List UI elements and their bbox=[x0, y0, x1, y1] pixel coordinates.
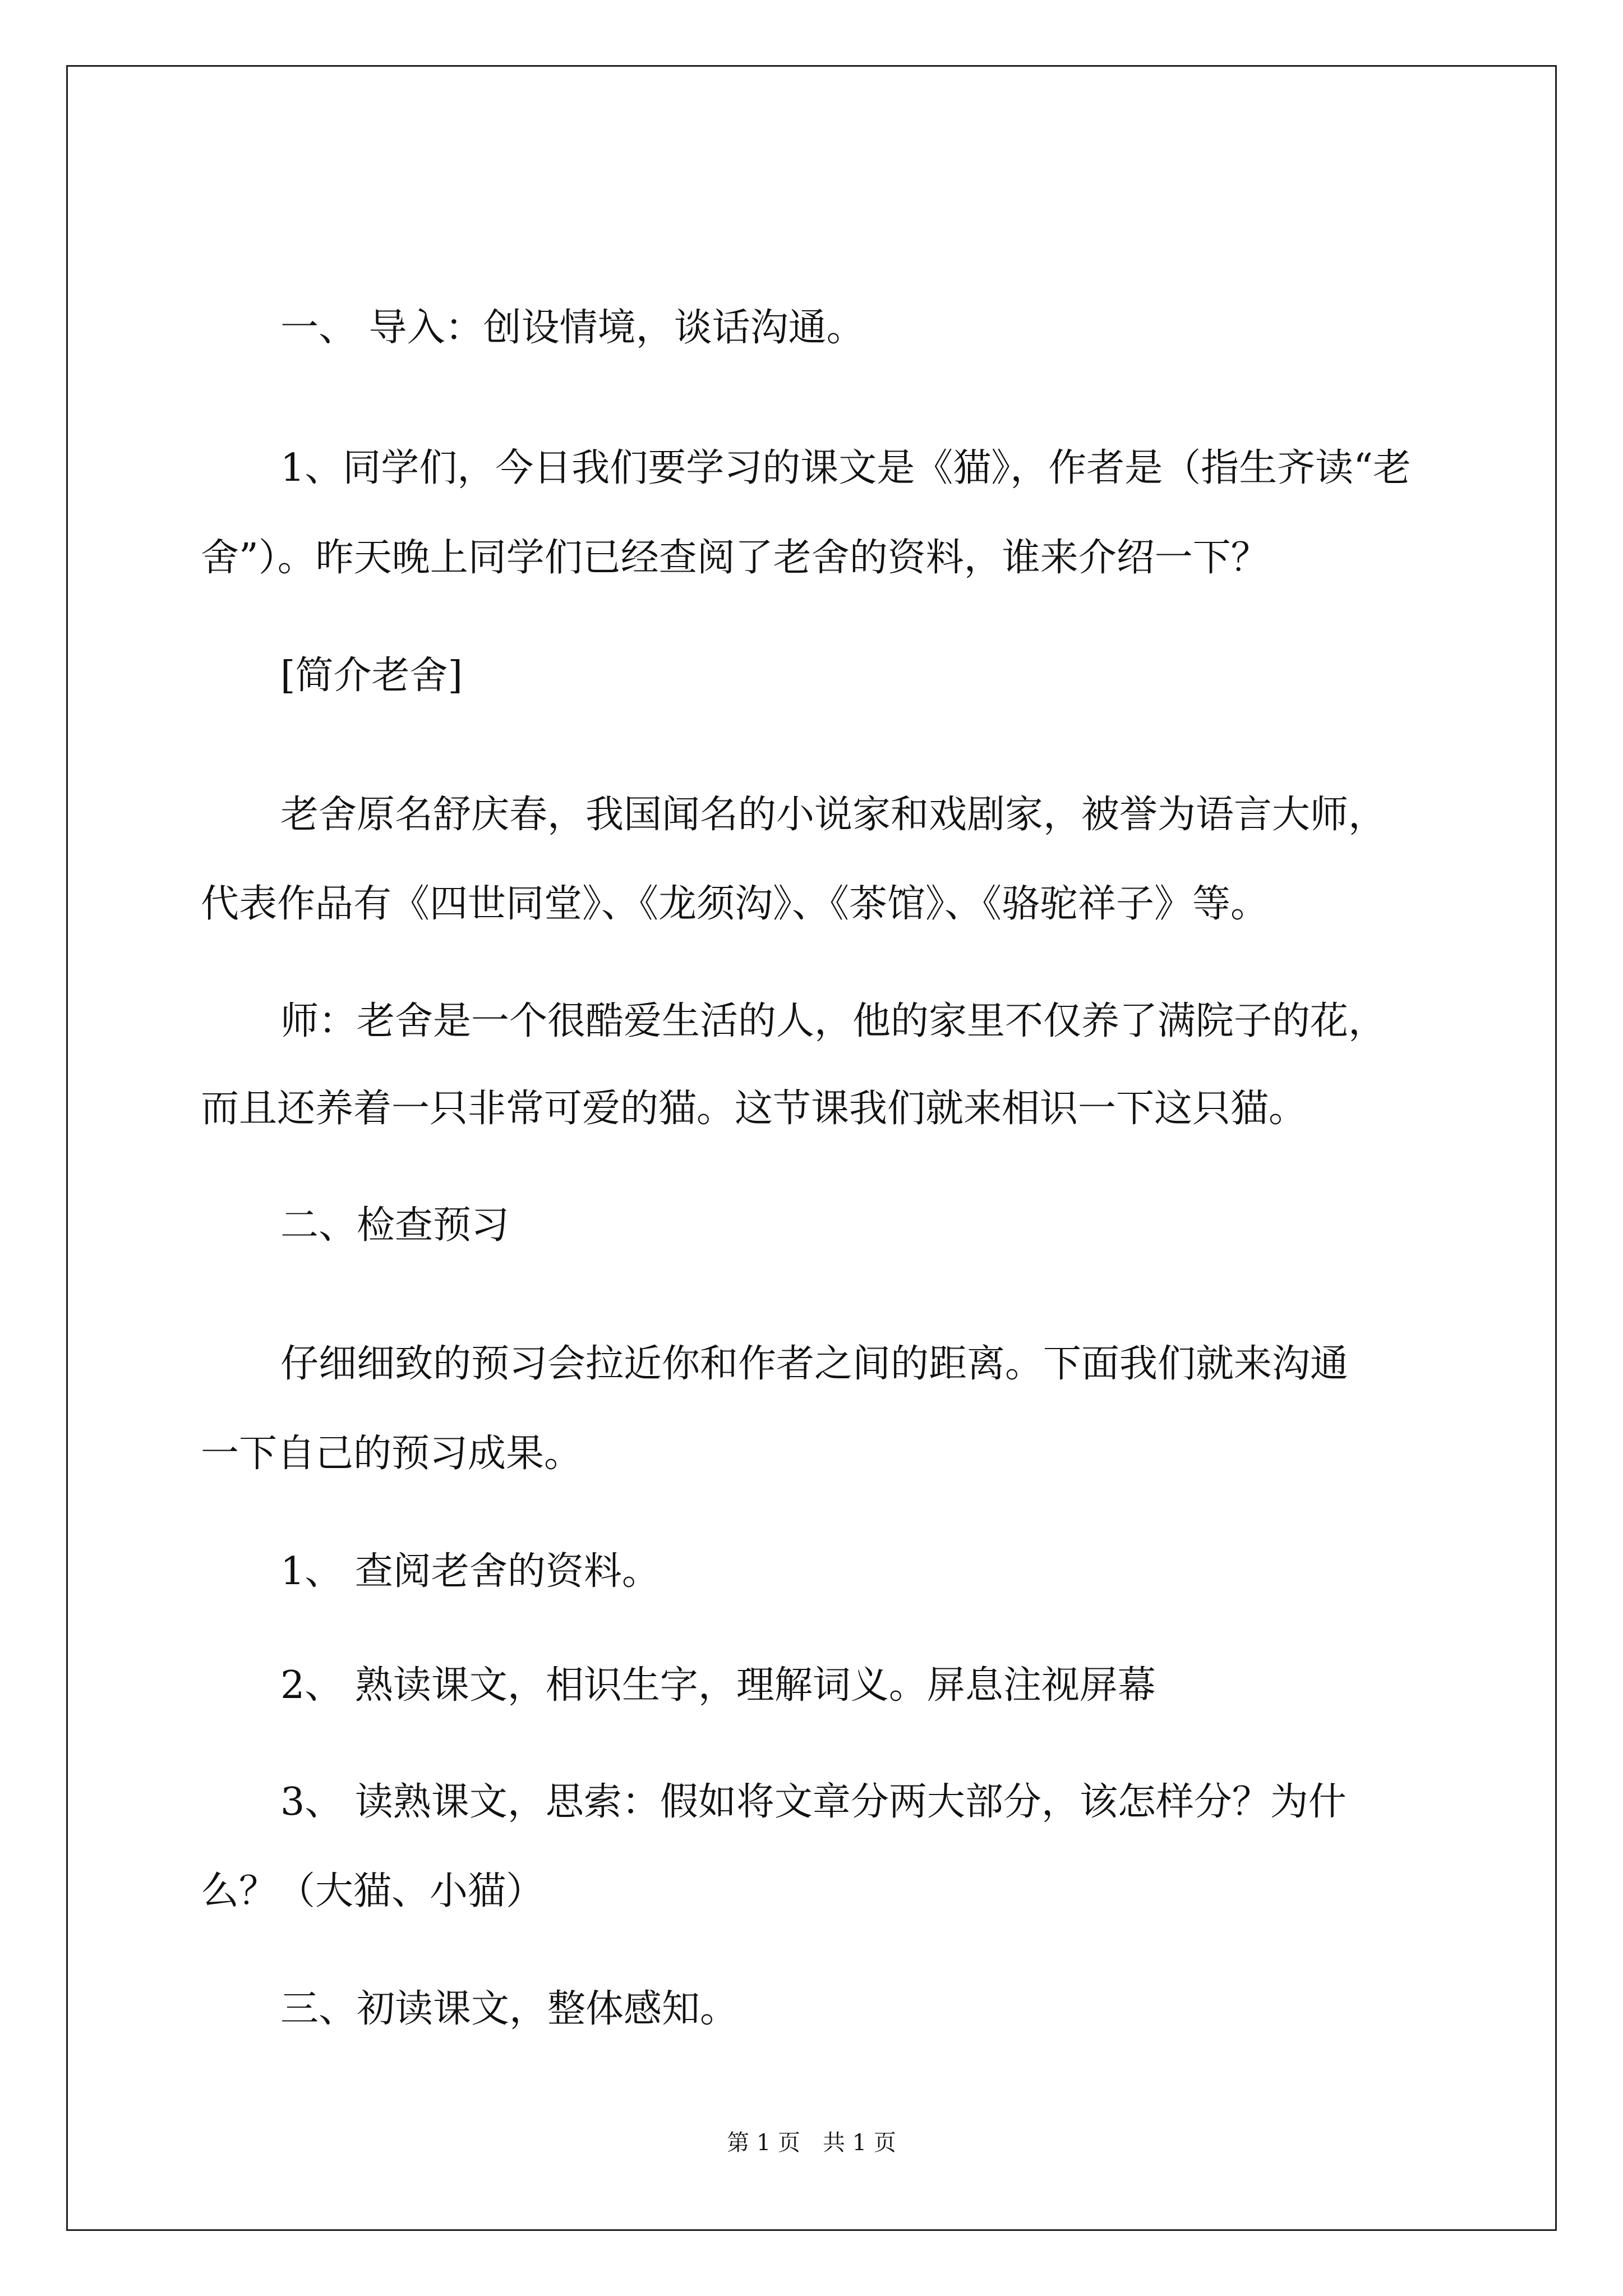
paragraph-line: 1、同学们，今日我们要学习的课文是《猫》，作者是（指生齐读“老 bbox=[280, 446, 1412, 490]
paragraph-line: 而且还养着一只非常可爱的猫。这节课我们就来相识一下这只猫。 bbox=[201, 1087, 1307, 1131]
paragraph-line: 舍”）。昨天晚上同学们已经查阅了老舍的资料，谁来介绍一下？ bbox=[201, 536, 1269, 580]
paragraph-line: 师：老舍是一个很酷爱生活的人，他的家里不仅养了满院子的花， bbox=[280, 999, 1387, 1043]
paragraph-line: 老舍原名舒庆春，我国闻名的小说家和戏剧家，被誉为语言大师， bbox=[280, 793, 1387, 837]
paragraph-line: 一下自己的预习成果。 bbox=[201, 1432, 583, 1476]
list-item: 3、 读熟课文，思索：假如将文章分两大部分，该怎样分？为什 bbox=[280, 1780, 1347, 1824]
heading-preview: 二、检查预习 bbox=[280, 1203, 510, 1248]
list-item: 1、 查阅老舍的资料。 bbox=[280, 1549, 660, 1594]
heading-intro: 一、 导入：创设情境，谈话沟通。 bbox=[280, 306, 865, 350]
list-item: 么？（大猫、小猫） bbox=[201, 1869, 545, 1913]
page-number: 第 1 页 共 1 页 bbox=[727, 2130, 896, 2156]
heading-reading: 三、初读课文，整体感知。 bbox=[280, 1987, 739, 2031]
section-label: [简介老舍] bbox=[280, 654, 463, 698]
list-item: 2、 熟读课文，相识生字，理解词义。屏息注视屏幕 bbox=[280, 1663, 1156, 1708]
paragraph-line: 代表作品有《四世同堂》、《龙须沟》、《茶馆》、《骆驼祥子》等。 bbox=[201, 882, 1269, 926]
paragraph-line: 仔细细致的预习会拉近你和作者之间的距离。下面我们就来沟通 bbox=[280, 1342, 1349, 1386]
